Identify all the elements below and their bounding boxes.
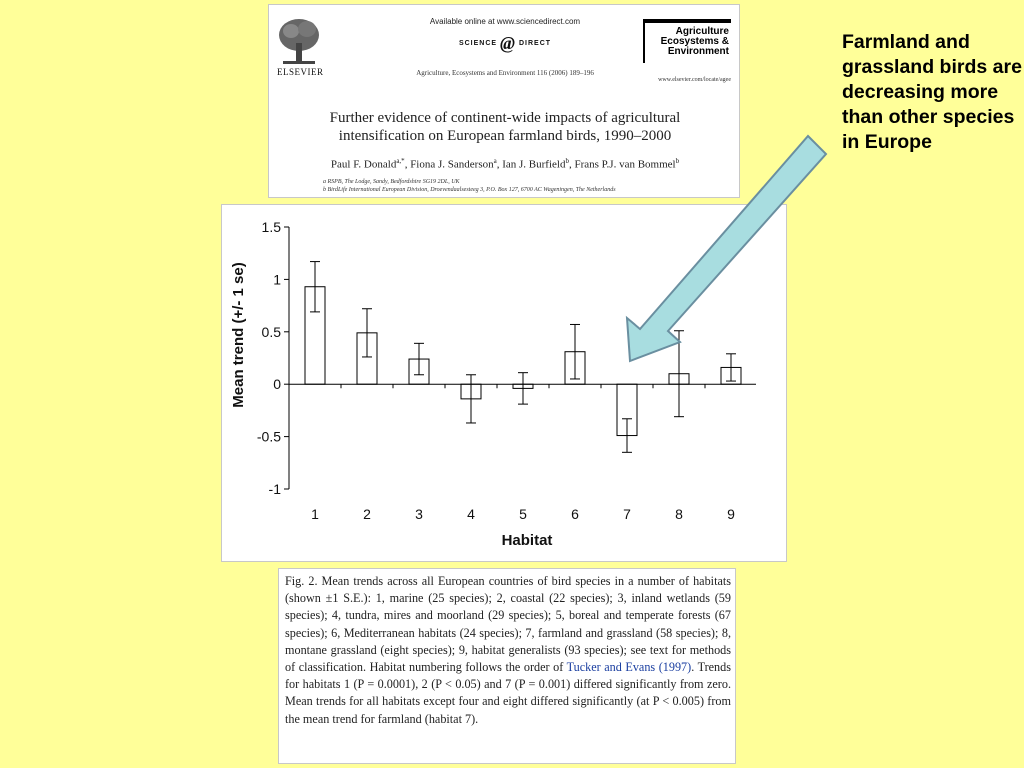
journal-citation: Agriculture, Ecosystems and Environment 116 (2006) 189–196 (416, 69, 594, 77)
x-tick-label: 8 (675, 506, 683, 522)
figure-caption: Fig. 2. Mean trends across all European countries of bird species in a number of habitats (shown ±1 S.E.): 1, marine (25 species); 2, coastal (22 species); 3, inland wetlands (59 species); 4, tundra, mires and moorland (29 species); 5, boreal and temperate forests (67 species); 6, Mediterranean habitats (24 species); 7, farmland and grassland (58 species); 8, montane grassland (eight species); 9, habitat generalists (93 species); see text for methods of classification. Habitat numbering follows the order of Tucker and Evans (1997). Trends for habitats 1 (P = 0.0001), 2 (P < 0.05) and 7 (P = 0.001) differed significantly from zero. Mean trends for all habitats except four and eight differed significantly (at P < 0.005) from the mean trend for farmland (habitat 7). (285, 574, 731, 726)
y-tick-label: 0.5 (261, 323, 281, 340)
journal-logo: Agriculture Ecosystems & Environment (643, 19, 731, 63)
at-sign-icon: @ (500, 33, 517, 53)
x-tick-label: 2 (363, 506, 371, 522)
available-online: Available online at www.sciencedirect.com (429, 17, 581, 26)
x-tick-label: 3 (415, 506, 423, 522)
y-tick-label: 1 (273, 271, 281, 288)
affiliation-a: a RSPB, The Lodge, Sandy, Bedfordshire SG19 2DL, UK (323, 179, 460, 185)
y-tick-label: -1 (268, 481, 281, 497)
annotation-text: Farmland and grassland birds are decreasing more than other species in Europe (842, 31, 1022, 153)
y-tick-label: -0.5 (256, 428, 281, 445)
x-tick-label: 1 (311, 506, 319, 522)
x-tick-label: 6 (571, 506, 579, 522)
y-tick-label: 0 (273, 376, 281, 393)
publisher-label: ELSEVIER (277, 67, 324, 77)
sciencedirect-logo: SCIENCE @ DIRECT (458, 33, 552, 53)
x-tick-label: 5 (519, 506, 527, 522)
author-list: Paul F. Donald$^{a,*}$, Fiona J. Sanderson$^a$, Ian J. Burfield$^b$, Frans P.J. van Bommel$^b$ (330, 157, 680, 171)
x-tick-label: 9 (727, 506, 735, 522)
journal-url: www.elsevier.com/locate/agee (658, 77, 731, 83)
affiliation-b: b BirdLife International European Division, Droevendaalsesteeg 3, P.O. Box 127, 6700 AC Wageningen, The Netherlands (323, 187, 616, 193)
article-title: Further evidence of continent-wide impacts of agricultural intensification on European farmland birds, 1990–2000 (329, 110, 681, 144)
x-axis-title: Habitat (501, 532, 553, 549)
y-axis-title: Mean trend (+/- 1 se) (230, 262, 247, 408)
x-tick-label: 7 (623, 506, 631, 522)
reference-link[interactable]: Tucker and Evans (1997) (566, 660, 692, 675)
y-tick-label: 1.5 (261, 219, 281, 235)
x-tick-label: 4 (467, 506, 475, 522)
